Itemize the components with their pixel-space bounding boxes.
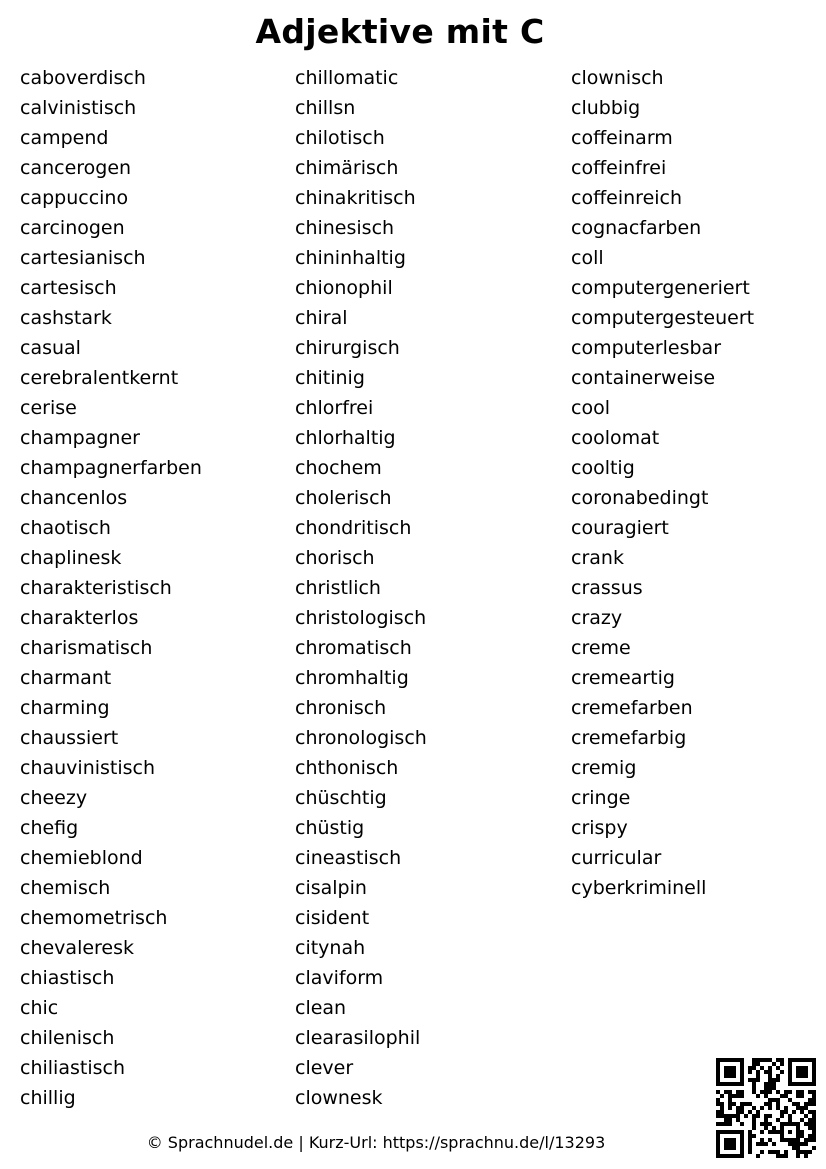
word-item: cremig [571,757,637,779]
word-column-1 [20,63,202,1113]
word-item: cremefarbig [571,727,687,749]
word-item: chemometrisch [20,907,168,929]
word-item: chillig [20,1087,76,1109]
qr-code-icon[interactable] [716,1058,816,1158]
word-item: citynah [295,937,366,959]
word-item: crazy [571,607,623,629]
word-item: chiliastisch [20,1057,125,1079]
word-item: cartesianisch [20,247,146,269]
word-item: chthonisch [295,757,399,779]
word-item: chininhaltig [295,247,406,269]
word-item: cringe [571,787,631,809]
word-item: chancenlos [20,487,128,509]
word-item: crassus [571,577,643,599]
word-item: cerebralentkernt [20,367,179,389]
word-item: chefig [20,817,79,839]
word-item: cisident [295,907,370,929]
word-item: chüschtig [295,787,387,809]
word-item: charming [20,697,110,719]
word-item: charmant [20,667,112,689]
word-item: chromhaltig [295,667,409,689]
word-item: chirurgisch [295,337,400,359]
word-item: cerise [20,397,77,419]
word-item: cineastisch [295,847,402,869]
word-item: chauvinistisch [20,757,156,779]
footer-copyright: © Sprachnudel.de | Kurz-Url: https://sprachnu.de/l/13293 [146,1133,606,1152]
word-item: computerlesbar [571,337,722,359]
word-item: couragiert [571,517,669,539]
word-item: cool [571,397,610,419]
word-item: chromatisch [295,637,412,659]
word-item: chochem [295,457,382,479]
word-item: chinesisch [295,217,395,239]
word-item: computergeneriert [571,277,750,299]
word-item: chaplinesk [20,547,122,569]
word-item: coronabedingt [571,487,709,509]
word-item: chionophil [295,277,393,299]
word-item: christologisch [295,607,427,629]
word-item: chronologisch [295,727,427,749]
word-item: chillsn [295,97,356,119]
word-column-2 [295,63,427,1113]
word-item: cremefarben [571,697,693,719]
word-item: clownisch [571,67,664,89]
word-item: cyberkriminell [571,877,707,899]
word-item: claviform [295,967,384,989]
word-item: cisalpin [295,877,367,899]
word-item: christlich [295,577,381,599]
word-item: cognacfarben [571,217,702,239]
word-item: coll [571,247,604,269]
word-item: cartesisch [20,277,117,299]
word-item: coffeinfrei [571,157,667,179]
word-item: chaussiert [20,727,119,749]
word-item: chiral [295,307,348,329]
word-item: coffeinreich [571,187,683,209]
word-item: curricular [571,847,662,869]
word-item: chimärisch [295,157,399,179]
word-item: chüstig [295,817,365,839]
word-item: clean [295,997,347,1019]
word-item: cheezy [20,787,88,809]
word-item: charakteristisch [20,577,172,599]
word-item: casual [20,337,81,359]
word-item: chlorfrei [295,397,374,419]
word-item: chilotisch [295,127,385,149]
word-item: chorisch [295,547,375,569]
word-item: computergesteuert [571,307,755,329]
word-item: cancerogen [20,157,132,179]
word-item: coolomat [571,427,660,449]
word-item: chemisch [20,877,111,899]
word-item: chilenisch [20,1027,115,1049]
word-item: cholerisch [295,487,392,509]
word-item: chiastisch [20,967,115,989]
word-item: champagner [20,427,140,449]
word-item: charismatisch [20,637,153,659]
word-item: chemieblond [20,847,143,869]
word-item: chlorhaltig [295,427,396,449]
word-item: containerweise [571,367,716,389]
word-item: cappuccino [20,187,129,209]
word-item: coffeinarm [571,127,673,149]
word-item: crispy [571,817,628,839]
word-item: chic [20,997,59,1019]
word-item: calvinistisch [20,97,137,119]
page-title: Adjektive mit C [255,12,545,51]
word-item: chinakritisch [295,187,416,209]
word-item: clubbig [571,97,641,119]
word-item: cooltig [571,457,635,479]
word-item: cashstark [20,307,112,329]
word-item: cremeartig [571,667,675,689]
word-item: chevaleresk [20,937,135,959]
word-item: caboverdisch [20,67,146,89]
word-item: carcinogen [20,217,125,239]
word-item: creme [571,637,631,659]
word-item: chronisch [295,697,387,719]
word-item: champagnerfarben [20,457,202,479]
word-item: chillomatic [295,67,399,89]
word-item: campend [20,127,109,149]
word-item: crank [571,547,624,569]
word-item: clever [295,1057,354,1079]
word-item: charakterlos [20,607,139,629]
word-item: chaotisch [20,517,111,539]
word-item: clearasilophil [295,1027,421,1049]
word-item: chondritisch [295,517,412,539]
word-item: chitinig [295,367,365,389]
word-column-3 [571,63,754,903]
word-item: clownesk [295,1087,383,1109]
